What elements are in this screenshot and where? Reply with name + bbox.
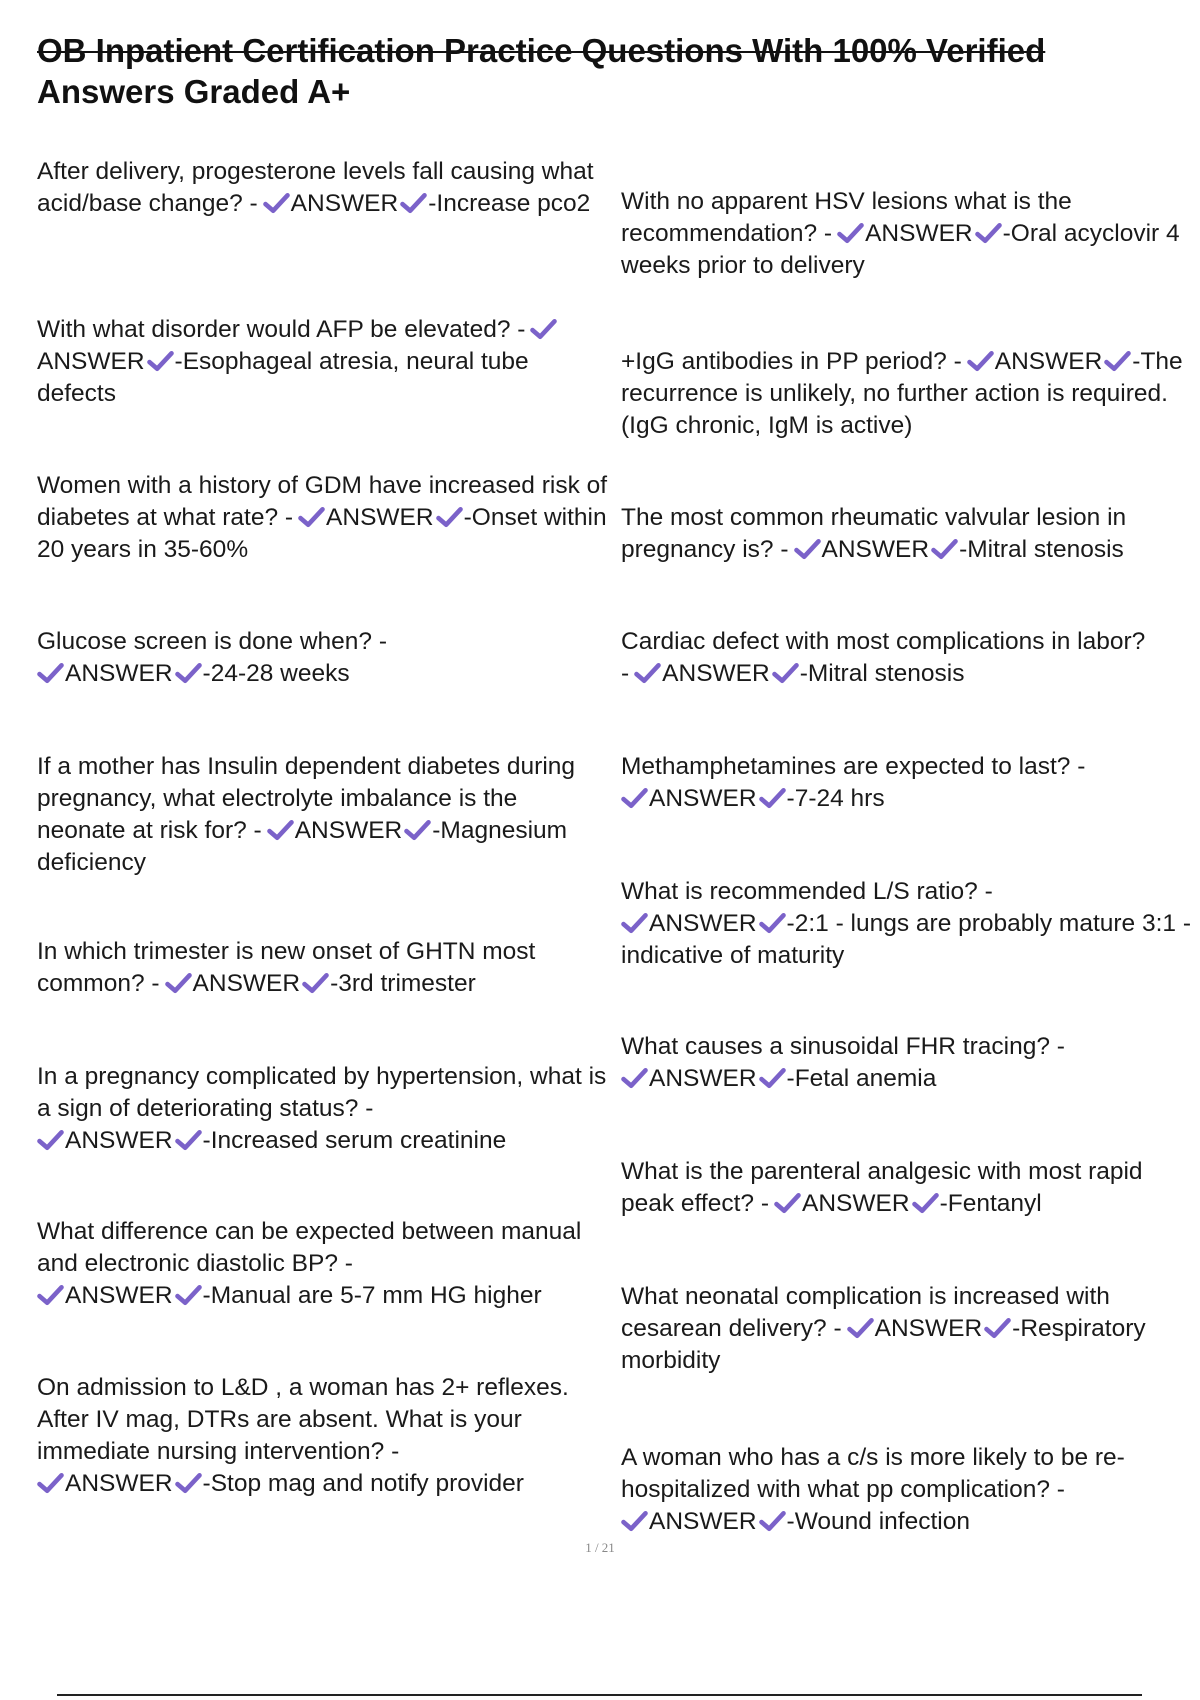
check-icon [37,662,64,684]
answer-text: 2:1 - lungs are probably mature 3:1 - indicative of maturity [621,910,1192,969]
answer-label: ANSWER [865,220,973,247]
answer-label: ANSWER [65,660,173,687]
answer-text: Fentanyl [947,1190,1042,1217]
check-icon [400,192,427,214]
answer-label: ANSWER [821,536,930,563]
question-text: What is the parenteral analgesic with most rapid peak effect? [621,1158,1143,1217]
answer-text: The recurrence is unlikely, no further action is required. (IgG chronic, IgM is active) [621,348,1183,439]
check-icon [37,1129,64,1151]
check-icon [175,1472,202,1494]
answer-label: ANSWER [326,504,434,531]
qa-item: What difference can be expected between manual and electronic diastolic BP? - ANSWER -Manual are 5-7 mm HG higher [37,1218,582,1309]
question-text: What causes a sinusoidal FHR tracing? [621,1033,1050,1060]
check-icon [147,350,174,372]
check-icon [165,972,192,994]
answer-text: Magnesium deficiency [37,817,568,876]
qa-item: What is the parenteral analgesic with most rapid peak effect? - ANSWER -Fentanyl [621,1158,1143,1217]
check-icon [175,1284,202,1306]
check-icon [263,192,290,214]
answer-text: Manual are 5-7 mm HG higher [210,1282,542,1309]
check-icon [634,662,661,684]
check-icon [759,912,786,934]
answer-text: Mitral stenosis [807,660,965,687]
answer-label: ANSWER [874,1315,983,1342]
check-icon [530,318,557,340]
answer-text: Mitral stenosis [967,536,1124,563]
check-icon [621,787,648,809]
answer-label: ANSWER [649,910,757,937]
check-icon [436,506,463,528]
check-icon [759,787,786,809]
question-text: Cardiac defect with most complications in labor? [621,628,1146,655]
question-text: With no apparent HSV lesions what is the recommendation? [621,188,1072,247]
question-text: A woman who has a c/s is more likely to be re-hospitalized with what pp complication? [621,1444,1125,1503]
question-text: After delivery, progesterone levels fall causing what acid/base change? [37,158,594,217]
question-text: In a pregnancy complicated by hypertension, what is a sign of deteriorating status? [37,1063,607,1122]
qa-item: If a mother has Insulin dependent diabetes during pregnancy, what electrolyte imbalance is the neonate at risk for? - ANSWER -Magnesium deficiency [37,753,576,876]
answer-text: Onset within 20 years in 35-60% [37,504,607,563]
check-icon [37,1472,64,1494]
qa-item: After delivery, progesterone levels fall causing what acid/base change? - ANSWER -Increase pco2 [37,158,594,217]
answer-text: Fetal anemia [794,1065,937,1092]
answer-text: Respiratory morbidity [621,1315,1146,1374]
check-icon [759,1510,786,1532]
answer-label: ANSWER [649,785,757,812]
qa-item: What is recommended L/S ratio? - ANSWER -2:1 - lungs are probably mature 3:1 - indicative of maturity [621,878,1192,969]
check-icon [931,538,958,560]
qa-item: In a pregnancy complicated by hypertension, what is a sign of deteriorating status? - ANSWER -Increased serum creatinine [37,1063,607,1154]
check-icon [298,506,325,528]
answer-text: Stop mag and notify provider [210,1470,524,1497]
answer-text: Increased serum creatinine [210,1127,507,1154]
answer-text: Wound infection [794,1508,970,1535]
check-icon [175,1129,202,1151]
qa-item: With what disorder would AFP be elevated? -ANSWER -Esophageal atresia, neural tube defects [37,314,612,410]
check-icon [967,350,994,372]
answer-text: Oral acyclovir 4 weeks prior to delivery [621,220,1180,279]
check-icon [175,662,202,684]
check-icon [302,972,329,994]
answer-label: ANSWER [294,817,403,844]
question-text: With what disorder would AFP be elevated? [37,316,511,343]
check-icon [404,819,431,841]
answer-label: ANSWER [649,1065,757,1092]
check-icon [759,1067,786,1089]
question-text: +IgG antibodies in PP period? [621,348,947,375]
document-title [37,30,1167,112]
check-icon [37,1284,64,1306]
question-text: What difference can be expected between manual and electronic diastolic BP? [37,1218,582,1277]
question-text: The most common rheumatic valvular lesion in pregnancy is? [621,504,1127,563]
footer-divider [57,1694,1142,1696]
question-text: Women with a history of GDM have increased risk of diabetes at what rate? [37,472,608,531]
answer-label: ANSWER [65,1127,173,1154]
check-icon [847,1317,874,1339]
qa-item: A woman who has a c/s is more likely to be re-hospitalized with what pp complication? - ANSWER -Wound infection [621,1444,1125,1535]
check-icon [794,538,821,560]
answer-label: ANSWER [192,970,301,997]
qa-item: With no apparent HSV lesions what is the recommendation? - ANSWER -Oral acyclovir 4 weeks prior to delivery [621,188,1180,279]
answer-label: ANSWER [65,1470,173,1497]
question-text: Methamphetamines are expected to last? [621,753,1071,780]
check-icon [1104,350,1131,372]
answer-label: ANSWER [994,348,1103,375]
check-icon [912,1192,939,1214]
check-icon [984,1317,1011,1339]
page-number: 1 / 21 [585,1540,615,1555]
document-title-line1: OB Inpatient Certification Practice Questions With 100% Verified [37,32,1046,69]
check-icon [621,912,648,934]
check-icon [772,662,799,684]
check-icon [621,1067,648,1089]
qa-item: On admission to L&D , a woman has 2+ reflexes. After IV mag, DTRs are absent. What is your immediate nursing intervention? - ANSWER -Stop mag and notify provider [37,1374,569,1497]
qa-item: Cardiac defect with most complications in labor? - ANSWER -Mitral stenosis [621,628,1146,687]
check-icon [774,1192,801,1214]
answer-label: ANSWER [802,1190,910,1217]
qa-item: Glucose screen is done when? - ANSWER -24-28 weeks [37,628,388,687]
check-icon [267,819,294,841]
answer-label: ANSWER [290,190,399,217]
qa-item: What neonatal complication is increased with cesarean delivery? - ANSWER -Respiratory morbidity [621,1283,1146,1374]
answer-text: Esophageal atresia, neural tube defects [37,348,529,407]
qa-item: What causes a sinusoidal FHR tracing? - ANSWER -Fetal anemia [621,1033,1065,1092]
answer-text: 7-24 hrs [794,785,885,812]
answer-label: ANSWER [37,348,145,375]
check-icon [621,1510,648,1532]
document-title-line2: Answers Graded A+ [37,73,351,110]
qa-item: In which trimester is new onset of GHTN most common? - ANSWER -3rd trimester [37,938,536,997]
qa-item: Methamphetamines are expected to last? - ANSWER -7-24 hrs [621,753,1086,812]
qa-item: The most common rheumatic valvular lesion in pregnancy is? - ANSWER -Mitral stenosis [621,504,1127,563]
check-icon [975,222,1002,244]
qa-item: Women with a history of GDM have increased risk of diabetes at what rate? - ANSWER -Onset within 20 years in 35-60% [37,472,608,563]
answer-text: Increase pco2 [436,190,591,217]
answer-label: ANSWER [65,1282,173,1309]
qa-item: +IgG antibodies in PP period? - ANSWER -The recurrence is unlikely, no further action is required. (IgG chronic, IgM is active) [621,348,1183,439]
question-text: If a mother has Insulin dependent diabetes during pregnancy, what electrolyte imbalance is the neonate at risk for? [37,753,576,844]
answer-text: 3rd trimester [338,970,476,997]
answer-label: ANSWER [649,1508,757,1535]
question-text: Glucose screen is done when? [37,628,373,655]
question-text: What is recommended L/S ratio? [621,878,978,905]
answer-text: 24-28 weeks [210,660,350,687]
answer-label: ANSWER [662,660,770,687]
question-text: On admission to L&D , a woman has 2+ reflexes. After IV mag, DTRs are absent. What is your immediate nursing intervention? [37,1374,569,1465]
question-text: In which trimester is new onset of GHTN most common? [37,938,536,997]
question-text: What neonatal complication is increased with cesarean delivery? [621,1283,1110,1342]
check-icon [837,222,864,244]
